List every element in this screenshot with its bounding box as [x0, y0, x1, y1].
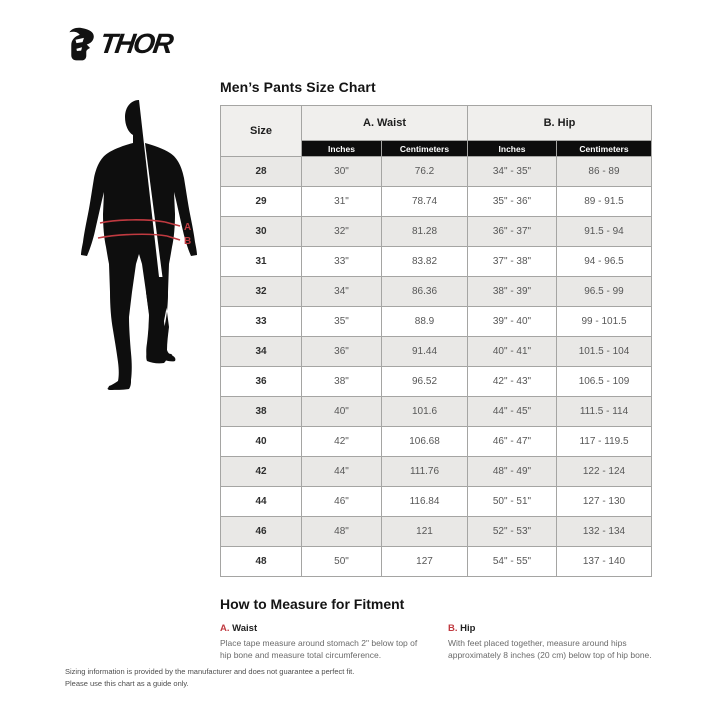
measure-name: Waist — [232, 623, 258, 634]
row-measurement-cell: 33" — [302, 247, 382, 277]
row-measurement-cell: 127 - 130 — [557, 487, 652, 517]
row-measurement-cell: 91.44 — [382, 337, 468, 367]
row-size-label: 30 — [221, 217, 302, 247]
waist-marker-label: A — [184, 222, 192, 233]
row-measurement-cell: 78.74 — [382, 187, 468, 217]
row-size-label: 38 — [221, 397, 302, 427]
column-header-hip: B. Hip — [468, 106, 652, 141]
measure-item-waist — [220, 623, 427, 662]
table-row — [221, 457, 652, 487]
row-measurement-cell: 94 - 96.5 — [557, 247, 652, 277]
row-measurement-cell: 42" - 43" — [468, 367, 557, 397]
row-size-label: 31 — [221, 247, 302, 277]
disclaimer-line: Please use this chart as a guide only. — [65, 678, 189, 688]
how-to-measure-heading: How to Measure for Fitment — [220, 596, 405, 612]
row-measurement-cell: 96.5 - 99 — [557, 277, 652, 307]
table-row — [221, 247, 652, 277]
measure-item-hip — [448, 623, 664, 662]
row-measurement-cell: 44" - 45" — [468, 397, 557, 427]
table-row — [221, 487, 652, 517]
table-row — [221, 397, 652, 427]
unit-header-hip-inches: Inches — [468, 141, 557, 157]
row-measurement-cell: 46" — [302, 487, 382, 517]
how-to-measure-section — [220, 596, 664, 662]
row-measurement-cell: 40" - 41" — [468, 337, 557, 367]
row-measurement-cell: 54" - 55" — [468, 547, 557, 577]
row-measurement-cell: 111.76 — [382, 457, 468, 487]
row-measurement-cell: 39" - 40" — [468, 307, 557, 337]
row-size-label: 46 — [221, 517, 302, 547]
row-measurement-cell: 52" - 53" — [468, 517, 557, 547]
row-measurement-cell: 106.5 - 109 — [557, 367, 652, 397]
row-size-label: 34 — [221, 337, 302, 367]
sizing-disclaimer — [65, 666, 375, 689]
body-silhouette — [72, 97, 208, 393]
table-row — [221, 217, 652, 247]
table-row — [221, 157, 652, 187]
row-measurement-cell: 35" — [302, 307, 382, 337]
measure-name: Hip — [460, 623, 476, 634]
row-size-label: 44 — [221, 487, 302, 517]
row-measurement-cell: 117 - 119.5 — [557, 427, 652, 457]
row-measurement-cell: 111.5 - 114 — [557, 397, 652, 427]
row-measurement-cell: 101.6 — [382, 397, 468, 427]
row-measurement-cell: 122 - 124 — [557, 457, 652, 487]
brand-logo-text: THOR — [97, 28, 174, 59]
page-title: Men’s Pants Size Chart — [220, 79, 376, 95]
row-measurement-cell: 106.68 — [382, 427, 468, 457]
disclaimer-line: Sizing information is provided by the manufacturer and does not guarantee a perfect fit. — [65, 667, 355, 676]
unit-header-waist-inches: Inches — [302, 141, 382, 157]
column-header-size: Size — [221, 106, 302, 157]
row-size-label: 48 — [221, 547, 302, 577]
row-size-label: 29 — [221, 187, 302, 217]
size-chart-table — [220, 105, 652, 577]
row-measurement-cell: 89 - 91.5 — [557, 187, 652, 217]
row-measurement-cell: 88.9 — [382, 307, 468, 337]
row-measurement-cell: 40" — [302, 397, 382, 427]
row-measurement-cell: 36" — [302, 337, 382, 367]
measure-item-title — [448, 623, 664, 634]
row-measurement-cell: 50" - 51" — [468, 487, 557, 517]
row-measurement-cell: 36" - 37" — [468, 217, 557, 247]
row-measurement-cell: 91.5 - 94 — [557, 217, 652, 247]
row-measurement-cell: 96.52 — [382, 367, 468, 397]
row-measurement-cell: 32" — [302, 217, 382, 247]
row-measurement-cell: 34" - 35" — [468, 157, 557, 187]
measure-key: A. — [220, 623, 230, 634]
row-measurement-cell: 46" - 47" — [468, 427, 557, 457]
row-size-label: 36 — [221, 367, 302, 397]
table-row — [221, 367, 652, 397]
table-row — [221, 517, 652, 547]
table-row — [221, 337, 652, 367]
row-measurement-cell: 48" - 49" — [468, 457, 557, 487]
measure-description: Place tape measure around stomach 2" below top of hip bone and measure total circumference. — [220, 638, 418, 661]
row-measurement-cell: 86 - 89 — [557, 157, 652, 187]
row-measurement-cell: 34" — [302, 277, 382, 307]
row-size-label: 32 — [221, 277, 302, 307]
row-measurement-cell: 101.5 - 104 — [557, 337, 652, 367]
row-measurement-cell: 48" — [302, 517, 382, 547]
row-measurement-cell: 86.36 — [382, 277, 468, 307]
row-size-label: 42 — [221, 457, 302, 487]
hip-marker-label: B — [184, 236, 192, 247]
row-measurement-cell: 127 — [382, 547, 468, 577]
row-measurement-cell: 35" - 36" — [468, 187, 557, 217]
row-size-label: 28 — [221, 157, 302, 187]
table-row — [221, 547, 652, 577]
row-measurement-cell: 76.2 — [382, 157, 468, 187]
row-size-label: 33 — [221, 307, 302, 337]
measurement-figure — [72, 97, 208, 393]
unit-header-waist-cm: Centimeters — [382, 141, 468, 157]
measure-item-title — [220, 623, 427, 634]
row-measurement-cell: 30" — [302, 157, 382, 187]
table-row — [221, 277, 652, 307]
row-measurement-cell: 99 - 101.5 — [557, 307, 652, 337]
table-row — [221, 427, 652, 457]
row-measurement-cell: 137 - 140 — [557, 547, 652, 577]
column-header-waist: A. Waist — [302, 106, 468, 141]
row-measurement-cell: 116.84 — [382, 487, 468, 517]
unit-header-hip-cm: Centimeters — [557, 141, 652, 157]
row-size-label: 40 — [221, 427, 302, 457]
thor-helmet-icon — [68, 27, 98, 61]
row-measurement-cell: 83.82 — [382, 247, 468, 277]
row-measurement-cell: 38" - 39" — [468, 277, 557, 307]
table-row — [221, 307, 652, 337]
row-measurement-cell: 132 - 134 — [557, 517, 652, 547]
row-measurement-cell: 50" — [302, 547, 382, 577]
brand-logo — [68, 27, 174, 61]
row-measurement-cell: 37" - 38" — [468, 247, 557, 277]
measure-key: B. — [448, 623, 458, 634]
measure-description: With feet placed together, measure around hips approximately 8 inches (20 cm) below top of hip bone. — [448, 638, 652, 661]
table-row — [221, 187, 652, 217]
row-measurement-cell: 121 — [382, 517, 468, 547]
row-measurement-cell: 31" — [302, 187, 382, 217]
row-measurement-cell: 38" — [302, 367, 382, 397]
row-measurement-cell: 44" — [302, 457, 382, 487]
row-measurement-cell: 81.28 — [382, 217, 468, 247]
size-table-body — [221, 157, 652, 577]
row-measurement-cell: 42" — [302, 427, 382, 457]
